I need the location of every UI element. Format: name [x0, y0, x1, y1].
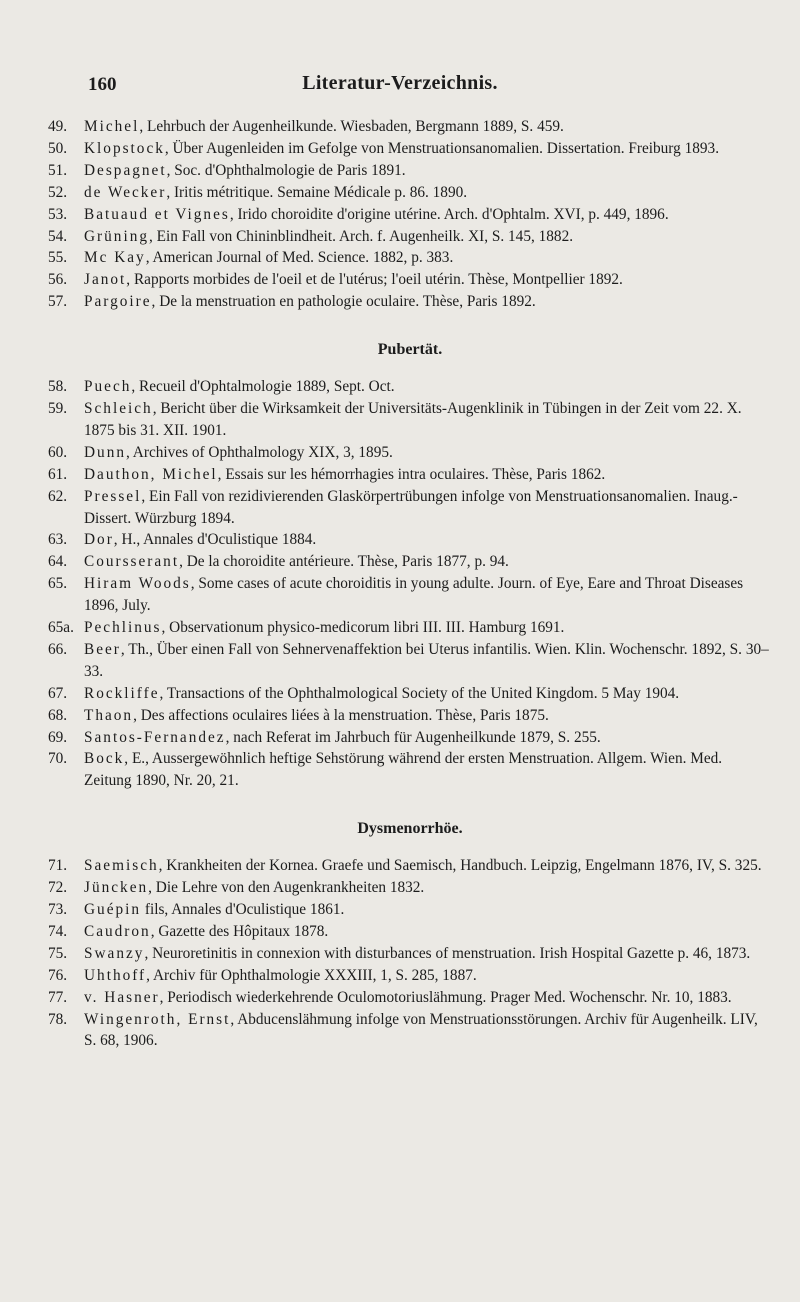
reference-entry — [48, 727, 772, 749]
reference-text: , Ein Fall von rezidivierenden Glaskörpertrübungen infolge von Menstruationsanomalien. Inaug.-Dissert. Würzburg 1894. — [84, 487, 738, 527]
reference-number: 77. — [48, 988, 68, 1006]
reference-author: v. Hasner — [84, 988, 160, 1006]
reference-author: Grüning — [84, 227, 149, 245]
reference-entry — [48, 376, 772, 398]
reference-author: Hiram Woods — [84, 575, 191, 593]
reference-author: Rockliffe — [84, 684, 160, 702]
reference-number: 54. — [48, 227, 68, 245]
reference-entry — [48, 855, 772, 877]
page-number: 160 — [88, 74, 117, 95]
running-title: Literatur-Verzeichnis. — [302, 72, 498, 94]
reference-group-dysmenorrhoe — [48, 855, 772, 1052]
reference-text: , Transactions of the Ophthalmological Society of the United Kingdom. 5 May 1904. — [159, 684, 680, 702]
reference-number: 64. — [48, 553, 68, 571]
reference-entry — [48, 442, 772, 464]
reference-group-general — [48, 116, 772, 313]
reference-number: 72. — [48, 879, 68, 897]
reference-entry — [48, 573, 772, 617]
reference-text: , American Journal of Med. Science. 1882, p. 383. — [145, 249, 454, 267]
reference-author: Puech — [84, 378, 132, 396]
reference-number: 65. — [48, 575, 68, 593]
page-header — [0, 62, 800, 102]
reference-author: Michel — [84, 118, 140, 135]
reference-text: , Lehrbuch der Augenheilkunde. Wiesbaden, Bergmann 1889, S. 459. — [139, 118, 564, 135]
reference-entry — [48, 748, 772, 792]
section-heading-pubertaet: Pubertät. — [377, 341, 443, 359]
reference-text: , Soc. d'Ophthalmologie de Paris 1891. — [166, 161, 406, 179]
reference-text: , Periodisch wiederkehrende Oculomotoriuslähmung. Prager Med. Wochenschr. Nr. 10, 1883. — [159, 988, 732, 1006]
reference-entry — [48, 987, 772, 1009]
reference-text: , Bericht über die Wirksamkeit der Universitäts-Augenklinik in Tübingen in der Zeit vom 22. X. 1875 bis 31. XII. 1901. — [84, 399, 742, 439]
reference-author: Jüncken — [84, 879, 149, 897]
reference-text: , Über Augenleiden im Gefolge von Menstruationsanomalien. Dissertation. Freiburg 1893. — [164, 139, 720, 157]
reference-number: 67. — [48, 684, 68, 702]
reference-text: , Des affections oculaires liées à la menstruation. Thèse, Paris 1875. — [133, 706, 549, 724]
reference-number: 51. — [48, 161, 68, 179]
reference-group-pubertaet — [48, 376, 772, 792]
reference-number: 73. — [48, 901, 68, 918]
reference-entry — [48, 921, 772, 943]
reference-author: Saemisch — [84, 857, 159, 875]
reference-number: 57. — [48, 293, 68, 311]
reference-entry — [48, 486, 772, 530]
reference-entry — [48, 226, 772, 248]
reference-number: 68. — [48, 706, 68, 724]
reference-number: 74. — [48, 922, 68, 940]
reference-number: 66. — [48, 640, 68, 658]
reference-entry — [48, 639, 772, 683]
reference-text: , De la choroidite antérieure. Thèse, Paris 1877, p. 94. — [179, 553, 509, 571]
reference-entry — [48, 1009, 772, 1053]
reference-author: Thaon — [84, 706, 134, 724]
reference-number: 71. — [48, 857, 68, 875]
reference-entry — [48, 291, 772, 313]
reference-text: , Th., Über einen Fall von Sehnervenaffektion bei Uterus infantilis. Wien. Klin. Wochenschr. 1892, S. 30–33. — [84, 640, 769, 680]
reference-author: Swanzy — [84, 944, 145, 962]
reference-text: , Iritis métritique. Semaine Médicale p. 86. 1890. — [166, 183, 468, 201]
reference-author: Klopstock — [84, 139, 165, 157]
reference-number: 58. — [48, 378, 68, 396]
reference-author: Janot — [84, 271, 127, 289]
reference-text: , Irido choroidite d'origine utérine. Arch. d'Ophtalm. XVI, p. 449, 1896. — [229, 205, 669, 223]
reference-text: , Archives of Ophthalmology XIX, 3, 1895. — [126, 443, 393, 461]
reference-number: 75. — [48, 944, 68, 962]
reference-author: Dor — [84, 531, 114, 549]
reference-author: Mc Kay — [84, 249, 146, 267]
reference-number: 49. — [48, 118, 68, 135]
reference-number: 65a. — [48, 619, 74, 637]
reference-author: Pechlinus — [84, 619, 162, 637]
reference-number: 59. — [48, 399, 68, 417]
reference-author: Coursserant — [84, 553, 180, 571]
reference-number: 70. — [48, 750, 68, 768]
reference-text: , Recueil d'Ophtalmologie 1889, Sept. Oct. — [131, 378, 395, 396]
reference-entry — [48, 529, 772, 551]
reference-text: , Observationum physico-medicorum libri III. III. Hamburg 1691. — [161, 619, 565, 637]
reference-text: , Ein Fall von Chininblindheit. Arch. f. Augenheilk. XI, S. 145, 1882. — [149, 227, 574, 245]
reference-number: 55. — [48, 249, 68, 267]
reference-text: , nach Referat im Jahrbuch für Augenheilkunde 1879, S. 255. — [225, 728, 601, 746]
reference-entry — [48, 877, 772, 899]
reference-author: Wingenroth, Ernst — [84, 1010, 231, 1028]
reference-text: , Gazette des Hôpitaux 1878. — [150, 922, 329, 940]
reference-text: , Archiv für Ophthalmologie XXXIII, 1, S. 285, 1887. — [146, 966, 477, 984]
reference-entry — [48, 617, 772, 639]
reference-text: , Essais sur les hémorrhagies intra oculaires. Thèse, Paris 1862. — [217, 465, 606, 483]
reference-text: , De la menstruation en pathologie oculaire. Thèse, Paris 1892. — [151, 293, 536, 311]
reference-author: Despagnet — [84, 161, 167, 179]
reference-author: Pargoire — [84, 293, 152, 311]
reference-number: 53. — [48, 205, 68, 223]
reference-author: Dauthon, Michel — [84, 465, 218, 483]
reference-text: , Neuroretinitis in connexion with disturbances of menstruation. Irish Hospital Gazette p. 46, 1873. — [144, 944, 751, 962]
reference-author: Guépin — [84, 901, 142, 918]
reference-text: fils, Annales d'Oculistique 1861. — [141, 901, 345, 918]
reference-entry — [48, 160, 772, 182]
reference-author: Pressel — [84, 487, 142, 505]
reference-text: , Abducenslähmung infolge von Menstruationsstörungen. Archiv für Augenheilk. LIV, S. 68, 1906. — [84, 1010, 758, 1050]
reference-entry — [48, 705, 772, 727]
reference-text: , Krankheiten der Kornea. Graefe und Saemisch, Handbuch. Leipzig, Engelmann 1876, IV, S. 325. — [158, 857, 762, 875]
reference-author: de Wecker — [84, 183, 167, 201]
reference-entry — [48, 247, 772, 269]
reference-author: Santos-Fernandez — [84, 728, 226, 746]
reference-entry — [48, 683, 772, 705]
reference-entry — [48, 551, 772, 573]
reference-entry — [48, 204, 772, 226]
reference-number: 76. — [48, 966, 68, 984]
reference-number: 63. — [48, 531, 68, 549]
reference-author: Batuaud et Vignes — [84, 205, 230, 223]
reference-author: Schleich — [84, 399, 153, 417]
reference-entry — [48, 943, 772, 965]
reference-number: 50. — [48, 139, 68, 157]
reference-entry — [48, 464, 772, 486]
reference-number: 69. — [48, 728, 68, 746]
section-heading-dysmenorrhoe: Dysmenorrhöe. — [357, 820, 463, 838]
reference-entry — [48, 899, 772, 921]
reference-author: Beer — [84, 640, 121, 658]
reference-entry — [48, 116, 772, 138]
reference-entry — [48, 269, 772, 291]
reference-author: Uhthoff — [84, 966, 147, 984]
reference-text: , Die Lehre von den Augenkrankheiten 1832. — [148, 879, 425, 897]
reference-text: , Some cases of acute choroiditis in young adulte. Journ. of Eye, Eare and Throat Diseases 1896, July. — [84, 575, 744, 615]
reference-entry — [48, 965, 772, 987]
reference-list — [48, 116, 772, 1052]
reference-entry — [48, 182, 772, 204]
reference-number: 52. — [48, 183, 68, 201]
reference-author: Caudron — [84, 922, 151, 940]
reference-number: 62. — [48, 487, 68, 505]
reference-number: 60. — [48, 443, 68, 461]
reference-author: Dunn — [84, 443, 126, 461]
reference-number: 61. — [48, 465, 68, 483]
reference-number: 78. — [48, 1010, 68, 1028]
reference-text: , E., Aussergewöhnlich heftige Sehstörung während der ersten Menstruation. Allgem. Wien. Med. Zeitung 1890, Nr. 20, 21. — [84, 750, 723, 790]
reference-text: , H., Annales d'Oculistique 1884. — [113, 531, 317, 549]
reference-entry — [48, 398, 772, 442]
reference-entry — [48, 138, 772, 160]
reference-author: Bock — [84, 750, 125, 768]
reference-text: , Rapports morbides de l'oeil et de l'utérus; l'oeil utérin. Thèse, Montpellier 1892. — [126, 271, 623, 289]
reference-number: 56. — [48, 271, 68, 289]
